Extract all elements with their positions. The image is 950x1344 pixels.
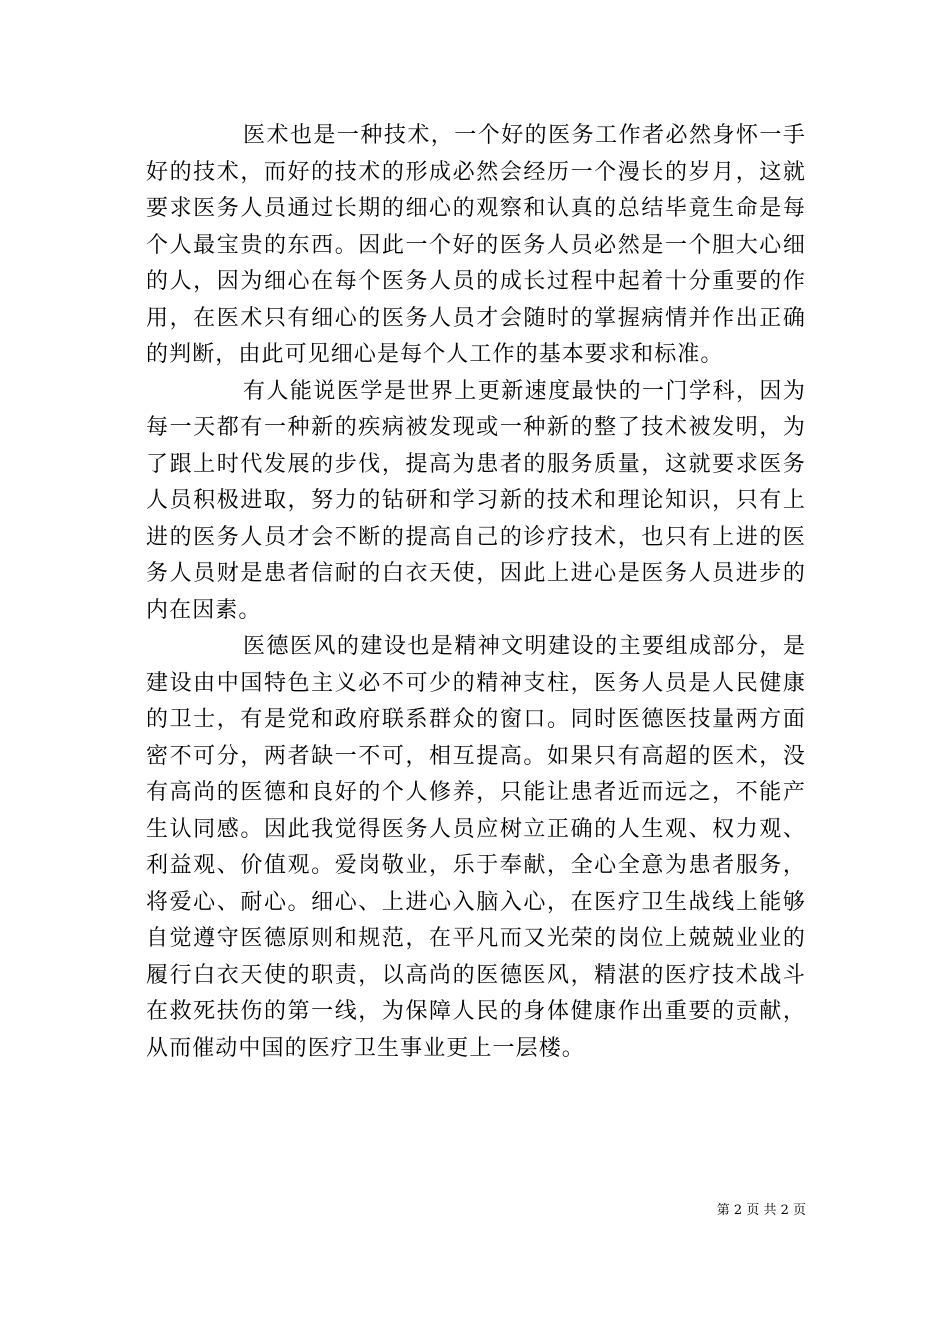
document-body	[146, 118, 806, 1067]
paragraph-3: 医德医风的建设也是精神文明建设的主要组成部分，是建设由中国特色主义必不可少的精神支柱，医务人员是人民健康的卫士，有是党和政府联系群众的窗口。同时医德医技量两方面密不可分，两者缺一不可，相互提高。如果只有高超的医术，没有高尚的医德和良好的个人修养，只能让患者近而远之，不能产生认同感。因此我觉得医务人员应树立正确的人生观、权力观、利益观、价值观。爱岗敬业，乐于奉献，全心全意为患者服务，将爱心、耐心。细心、上进心入脑入心，在医疗卫生战线上能够自觉遵守医德原则和规范，在平凡而又光荣的岗位上兢兢业业的履行白衣天使的职责，以高尚的医德医风，精湛的医疗技术战斗在救死扶伤的第一线，为保障人民的身体健康作出重要的贡献，从而催动中国的医疗卫生事业更上一层楼。	[146, 634, 806, 1061]
paragraph-2: 有人能说医学是世界上更新速度最快的一门学科，因为每一天都有一种新的疾病被发现或一种新的整了技术被发明，为了跟上时代发展的步伐，提高为患者的服务质量，这就要求医务人员积极进取，努力的钻研和学习新的技术和理论知识，只有上进的医务人员才会不断的提高自己的诊疗技术，也只有上进的医务人员财是患者信耐的白衣天使，因此上进心是医务人员进步的内在因素。	[146, 378, 806, 623]
page-number-footer: 第 2 页 共 2 页	[716, 1203, 806, 1218]
paragraph-1: 医术也是一种技术，一个好的医务工作者必然身怀一手好的技术，而好的技术的形成必然会经历一个漫长的岁月，这就要求医务人员通过长期的细心的观察和认真的总结毕竟生命是每个人最宝贵的东西。因此一个好的医务人员必然是一个胆大心细的人，因为细心在每个医务人员的成长过程中起着十分重要的作用，在医术只有细心的医务人员才会随时的掌握病情并作出正确的判断，由此可见细心是每个人工作的基本要求和标准。	[146, 123, 806, 367]
